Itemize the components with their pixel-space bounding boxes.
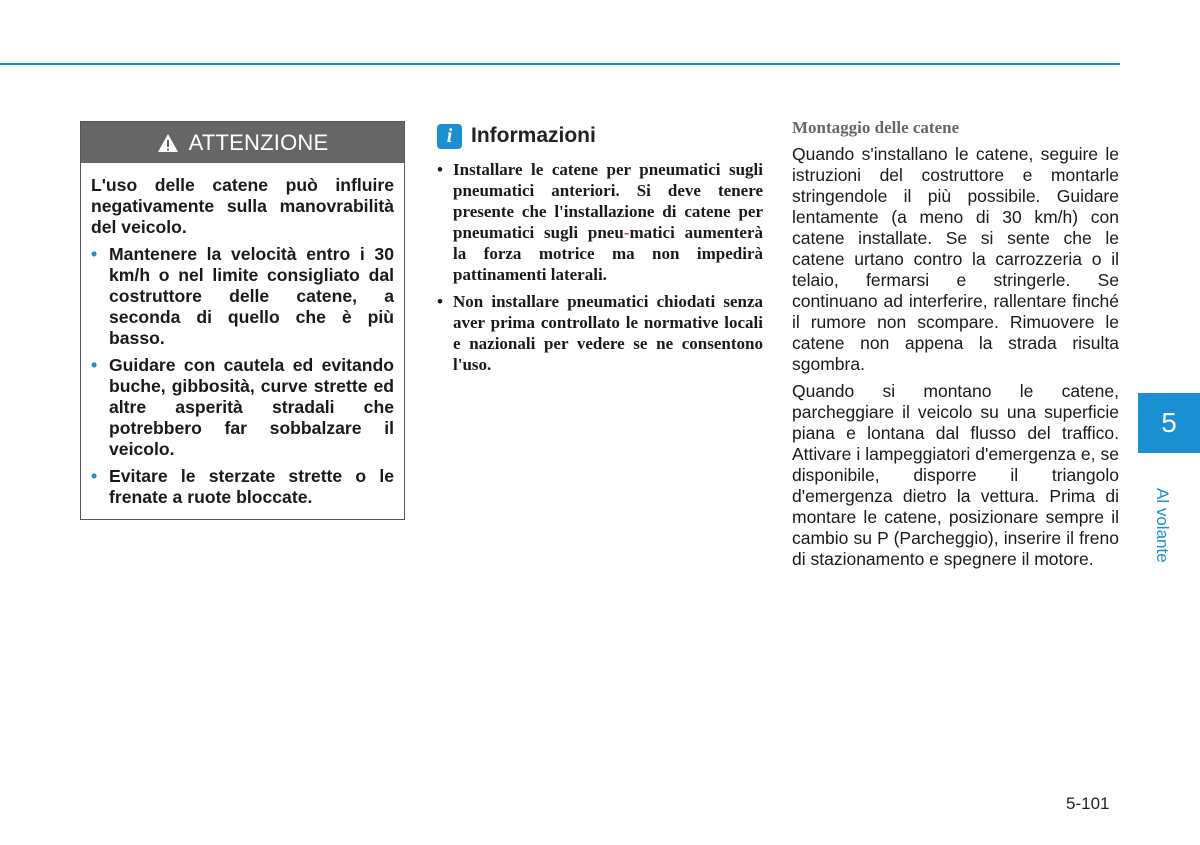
warning-item <box>91 466 394 508</box>
warning-triangle-icon <box>157 133 179 153</box>
chapter-label <box>1149 488 1175 563</box>
info-header <box>437 123 763 149</box>
chapter-label-text: Al volante <box>1153 488 1172 563</box>
warning-item <box>91 244 394 349</box>
warning-intro: L'uso delle catene può influire negativamente sulla manovrabilità del veicolo. <box>91 175 394 237</box>
info-item-text: Non installare pneumatici chiodati senza aver prima controllato le normative locali e nazionali per vedere se ne consentono l'uso. <box>453 292 763 374</box>
info-item-text-a: Installare le catene per pneumatici sugli pneumatici anteriori. Si deve tenere presente che l'installazione di catene per pneumatici sugli pneu <box>453 160 763 242</box>
bullet-icon: • <box>91 466 98 486</box>
paragraph: Quando s'installano le catene, seguire le istruzioni del costruttore e montarle stringendole il più possibile. Guidare lentamente (a meno di 30 km/h) con catene installate. Se si sente che le catene urtano contro la carrozzeria o il telaio, fermarsi e stringerle. Se continuano ad interferire, rallentare finché il rumore non scompare. Rimuovere le catene non appena la strada risulta sgombra. <box>792 144 1119 374</box>
bullet-icon: • <box>91 244 98 264</box>
warning-header <box>81 122 404 163</box>
warning-box <box>80 121 405 520</box>
warning-title: ATTENZIONE <box>188 129 329 155</box>
bullet-icon: • <box>91 355 98 375</box>
page-number: 5-101 <box>1066 794 1110 813</box>
paragraph: Quando si montano le catene, parcheggiare il veicolo su una superficie piana e lontana dal flusso del traffico. Attivare i lampeggiatori d'emergenza e, se disponibile, disporre il triangolo d'emergenza dietro la vettura. Prima di montare le catene, posizionare sempre il cambio su P (Parcheggio), inserire il freno di stazionamento e spegnere il motore. <box>792 381 1119 569</box>
section-title: Montaggio delle catene <box>792 118 960 137</box>
header-rule <box>0 63 1120 65</box>
chains-section <box>792 118 1119 576</box>
info-item <box>437 159 763 285</box>
warning-item-text: Guidare con cautela ed evitando buche, gibbosità, curve strette ed altre asperità stradali che potrebbero far sobbalzare il veicolo. <box>109 355 394 459</box>
info-title: Informazioni <box>471 124 596 147</box>
info-icon: i <box>437 124 462 149</box>
chapter-tab: 5 <box>1138 393 1200 453</box>
warning-item <box>91 355 394 460</box>
hyphen-mark: - <box>623 223 630 242</box>
warning-item-text: Evitare le sterzate strette o le frenate a ruote bloccate. <box>109 466 394 507</box>
info-list <box>437 159 763 375</box>
bullet-icon: • <box>437 160 443 179</box>
info-item <box>437 291 763 375</box>
info-item-text-b: matici aumenterà la forza motrice ma non impedirà pattinamenti laterali. <box>453 223 763 284</box>
warning-list <box>91 244 394 508</box>
warning-body <box>81 163 404 508</box>
bullet-icon: • <box>437 292 443 311</box>
info-section <box>437 123 763 381</box>
warning-item-text: Mantenere la velocità entro i 30 km/h o nel limite consigliato dal costruttore delle catene, a seconda di quello che è più basso. <box>109 244 394 348</box>
